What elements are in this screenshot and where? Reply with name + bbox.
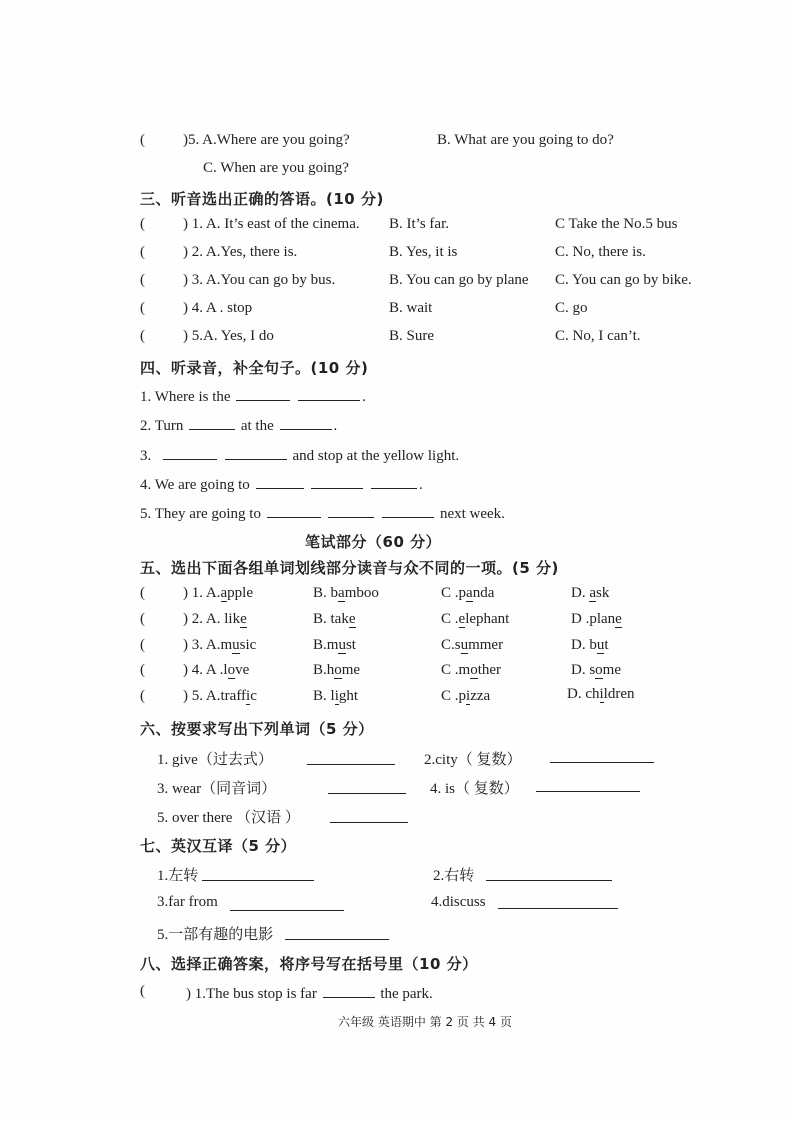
word-start: D.: [571, 585, 590, 601]
s4-line-1-text: 1. Where is the: [140, 389, 231, 405]
section-6-title: 六、按要求写出下列单词（5 分）: [140, 720, 374, 738]
word-rest: me: [341, 662, 361, 678]
answer-paren: (: [140, 688, 145, 704]
s3-q2-b: B. Yes, it is: [389, 244, 458, 260]
fill-blank[interactable]: [498, 894, 618, 909]
underlined-letter: u: [596, 637, 605, 653]
s5-q2-a: [183, 611, 247, 628]
fill-blank[interactable]: [280, 415, 332, 430]
option-a-label: ) 2. A. lik: [183, 611, 241, 627]
option-a-label: ) 5. A.traff: [183, 688, 247, 704]
word-start: C .p: [441, 688, 467, 704]
s3-q1-b: B. It’s far.: [389, 216, 449, 232]
written-part-heading: 笔试部分（60 分）: [305, 533, 442, 551]
s4-line-1: [140, 386, 366, 406]
underlined-letter: a: [338, 585, 345, 601]
word-rest: mmer: [468, 637, 504, 653]
s6-q4: 4. is（ 复数）: [430, 781, 519, 797]
s7-q4: 4.discuss: [431, 894, 486, 910]
word-start: B. b: [313, 585, 339, 601]
fill-blank[interactable]: [330, 808, 408, 823]
s4-line-5: [140, 503, 505, 523]
s5-q5-c: [441, 688, 490, 705]
s3-q4-a: ) 4. A . stop: [183, 300, 253, 316]
s4-line-3-text-b: and stop at the yellow light.: [292, 448, 460, 464]
fill-blank[interactable]: [486, 866, 612, 881]
fill-blank[interactable]: [230, 896, 344, 911]
s4-line-5-text-a: 5. They are going to: [140, 506, 261, 522]
s7-q2: 2.右转: [433, 868, 475, 884]
fill-blank[interactable]: [536, 777, 640, 792]
s4-line-3: [140, 445, 459, 465]
s3-q4-b: B. wait: [389, 300, 433, 316]
s4-line-2: [140, 415, 337, 435]
question-5-c: C. When are you going?: [203, 160, 349, 176]
word-start: B.h: [313, 662, 335, 678]
word-rest: c: [250, 688, 257, 704]
underlined-letter: o: [334, 662, 342, 678]
word-start: D. s: [571, 662, 596, 678]
answer-paren: (: [140, 637, 145, 653]
word-rest: mboo: [344, 585, 379, 601]
option-a-label: ) 1. A.: [183, 585, 221, 601]
fill-blank[interactable]: [311, 474, 363, 489]
question-5-a: )5. A.Where are you going?: [183, 132, 350, 148]
underlined-letter: a: [589, 585, 597, 601]
s3-q4-c: C. go: [555, 300, 588, 316]
fill-blank[interactable]: [285, 925, 389, 940]
fill-blank[interactable]: [323, 983, 375, 998]
underlined-letter: o: [595, 662, 603, 678]
s3-q5-a: ) 5.A. Yes, I do: [183, 328, 274, 344]
word-start: C .m: [441, 662, 471, 678]
answer-paren: (: [140, 611, 145, 627]
s7-q3: 3.far from: [157, 894, 218, 910]
word-rest: me: [602, 662, 621, 678]
s3-q3-b: B. You can go by plane: [389, 272, 529, 288]
s5-q5-b: [313, 688, 358, 705]
s6-q3: 3. wear（同音词）: [157, 781, 277, 797]
answer-paren: (: [140, 244, 145, 260]
underlined-letter: e: [458, 611, 466, 627]
s5-q5-d: [567, 686, 635, 703]
underlined-letter: o: [470, 662, 478, 678]
answer-paren: (: [140, 662, 145, 678]
s5-q5-a: [183, 688, 257, 705]
word-start: D. b: [571, 637, 597, 653]
fill-blank[interactable]: [256, 474, 304, 489]
s5-q1-a: [183, 585, 253, 602]
s5-q4-c: [441, 662, 501, 679]
word-start: D. ch: [567, 686, 600, 702]
period: .: [362, 389, 366, 405]
section-4-title: 四、听录音，补全句子。(10 分): [140, 359, 369, 377]
word-rest: ldren: [603, 686, 635, 702]
underlined-letter: e: [348, 611, 356, 627]
word-rest: ther: [477, 662, 502, 678]
s6-q2: 2.city（ 复数）: [424, 752, 522, 768]
s8-q1-text-b: the park.: [380, 986, 433, 1002]
s4-line-2-text-a: 2. Turn: [140, 418, 184, 434]
answer-paren: (: [140, 585, 145, 601]
underlined-letter: a: [220, 585, 228, 601]
word-start: C .: [441, 611, 459, 627]
period: .: [419, 477, 423, 493]
s3-q5-b: B. Sure: [389, 328, 434, 344]
s4-line-3-text-a: 3.: [140, 448, 152, 464]
s5-q3-c: [441, 637, 503, 654]
answer-paren: (: [140, 272, 145, 288]
fill-blank[interactable]: [202, 866, 314, 881]
underlined-letter: i: [466, 688, 471, 704]
word-start: D .plan: [571, 611, 616, 627]
s5-q3-d: [571, 637, 609, 654]
question-5-b: B. What are you going to do?: [437, 132, 614, 148]
s7-q1: 1.左转: [157, 868, 199, 884]
word-rest: lephant: [465, 611, 510, 627]
answer-paren: (: [140, 328, 145, 344]
fill-blank[interactable]: [236, 386, 290, 401]
word-rest: sic: [239, 637, 257, 653]
s3-q5-c: C. No, I can’t.: [555, 328, 641, 344]
answer-paren: (: [140, 300, 145, 316]
word-start: B. tak: [313, 611, 349, 627]
s8-q1: [186, 983, 433, 1003]
s3-q1-c: C Take the No.5 bus: [555, 216, 678, 232]
page-footer: 六年级 英语期中 第 2 页 共 4 页: [338, 1015, 512, 1029]
word-start: C.s: [441, 637, 461, 653]
s4-line-5-text-b: next week.: [439, 506, 505, 522]
fill-blank[interactable]: [298, 386, 360, 401]
s5-q1-c: [441, 585, 494, 602]
s5-q3-b: [313, 637, 356, 654]
word-rest: st: [345, 637, 356, 653]
word-start: C .p: [441, 585, 467, 601]
s5-q4-d: [571, 662, 621, 679]
s5-q4-b: [313, 662, 360, 679]
word-rest: nda: [472, 585, 495, 601]
word-rest: ght: [338, 688, 359, 704]
underlined-letter: i: [334, 688, 339, 704]
s3-q2-c: C. No, there is.: [555, 244, 646, 260]
answer-paren: (: [140, 216, 145, 232]
s5-q2-d: [571, 611, 622, 628]
fill-blank[interactable]: [267, 503, 321, 518]
option-a-label: ) 4. A .l: [183, 662, 228, 678]
word-rest: zza: [470, 688, 491, 704]
s5-q2-c: [441, 611, 509, 628]
s3-q3-a: ) 3. A.You can go by bus.: [183, 272, 336, 288]
underlined-letter: o: [227, 662, 236, 678]
fill-blank[interactable]: [163, 445, 217, 460]
word-rest: sk: [596, 585, 610, 601]
fill-blank[interactable]: [371, 474, 417, 489]
s4-line-2-text-b: at the: [240, 418, 274, 434]
underlined-letter: e: [615, 611, 622, 627]
fill-blank[interactable]: [328, 503, 374, 518]
s5-q2-b: [313, 611, 356, 628]
underlined-letter: i: [599, 686, 604, 702]
underlined-letter: e: [240, 611, 247, 627]
fill-blank[interactable]: [550, 748, 654, 763]
word-rest: ve: [235, 662, 250, 678]
fill-blank[interactable]: [189, 415, 235, 430]
period: .: [333, 418, 338, 434]
s3-q2-a: ) 2. A.Yes, there is.: [183, 244, 298, 260]
s5-q1-d: [571, 585, 609, 602]
s4-line-4-text: 4. We are going to: [140, 477, 250, 493]
s5-q1-b: [313, 585, 379, 602]
word-start: B.m: [313, 637, 339, 653]
underlined-letter: u: [460, 637, 469, 653]
s8-q1-text-a: ) 1.The bus stop is far: [186, 986, 317, 1002]
word-rest: t: [604, 637, 609, 653]
fill-blank[interactable]: [225, 445, 287, 460]
s4-line-4: [140, 474, 423, 494]
underlined-letter: u: [232, 637, 240, 653]
underlined-letter: a: [466, 585, 473, 601]
s3-q3-c: C. You can go by bike.: [555, 272, 692, 288]
word-start: B. l: [313, 688, 335, 704]
s5-q4-a: [183, 662, 249, 679]
s6-q1: 1. give（过去式）: [157, 752, 273, 768]
fill-blank[interactable]: [307, 750, 395, 765]
section-8-title: 八、选择正确答案，将序号写在括号里（10 分）: [140, 955, 478, 973]
underlined-letter: i: [246, 688, 251, 704]
answer-paren: (: [140, 983, 145, 999]
section-7-title: 七、英汉互译（5 分）: [140, 837, 297, 855]
section-5-title: 五、选出下面各组单词划线部分读音与众不同的一项。(5 分): [140, 559, 559, 577]
underlined-letter: u: [338, 637, 346, 653]
answer-paren: (: [140, 132, 145, 148]
s6-q5: 5. over there （汉语 ）: [157, 810, 300, 826]
s3-q1-a: ) 1. A. It’s east of the cinema.: [183, 216, 360, 232]
fill-blank[interactable]: [382, 503, 434, 518]
s7-q5: 5.一部有趣的电影: [157, 927, 274, 943]
option-a-label: ) 3. A.m: [183, 637, 233, 653]
s5-q3-a: [183, 637, 256, 654]
section-3-title: 三、听音选出正确的答语。(10 分): [140, 190, 384, 208]
word-rest: pple: [227, 585, 253, 601]
fill-blank[interactable]: [328, 779, 406, 794]
